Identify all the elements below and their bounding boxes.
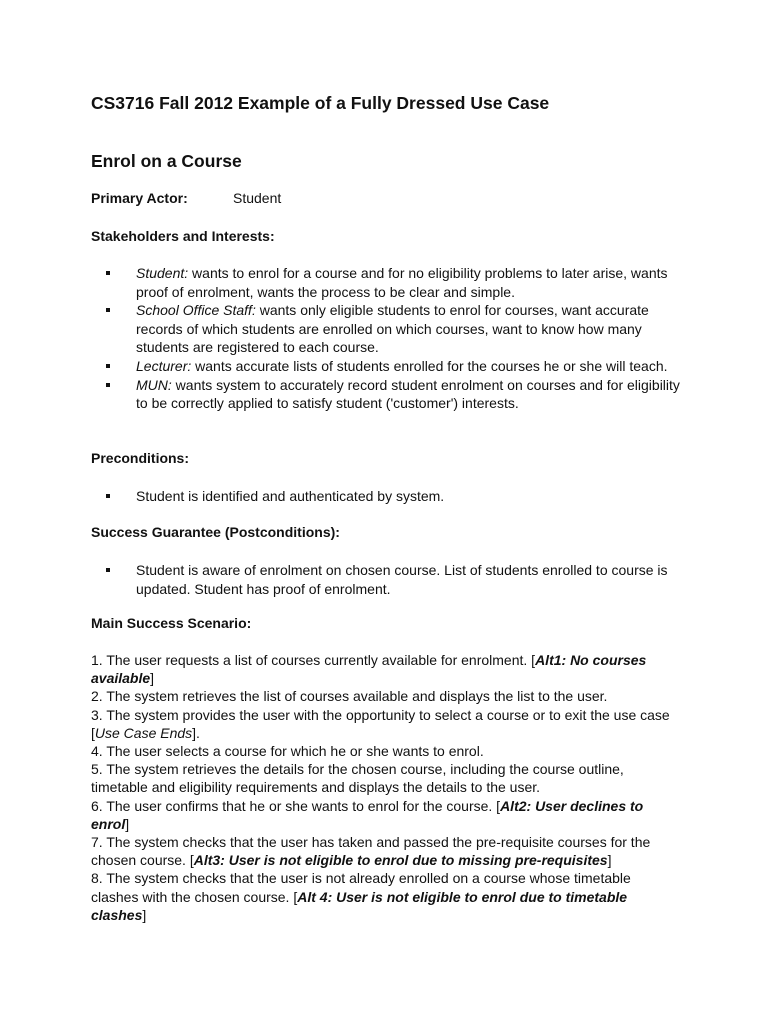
preconditions-heading: Preconditions: xyxy=(91,450,190,466)
step-close: ] xyxy=(607,852,612,869)
step-close: ]. xyxy=(192,724,200,741)
scenario-step xyxy=(91,651,681,687)
step-text: 4. The user selects a course for which he or she wants to enrol. xyxy=(91,743,484,760)
alternate-flow-reference: Alt3: User is not eligible to enrol due to missing pre-requisites xyxy=(193,852,608,869)
stakeholders-heading: Stakeholders and Interests: xyxy=(91,228,275,244)
step-text: 1. The user requests a list of courses currently available for enrolment. [ xyxy=(91,652,536,668)
success-guarantee-item: Student is aware of enrolment on chosen course. List of students enrolled to course is updated. Student has proof of enrolment. xyxy=(91,561,691,598)
success-guarantee-heading: Success Guarantee (Postconditions): xyxy=(91,524,340,540)
stakeholder-name: Lecturer: xyxy=(136,357,192,374)
step-close: ] xyxy=(150,670,155,687)
scenario-step xyxy=(91,687,681,705)
primary-actor-value: Student xyxy=(233,190,282,206)
stakeholder-name: School Office Staff: xyxy=(136,302,256,319)
step-text: 3. The system provides the user with the opportunity to select a course or to exit the use case [ xyxy=(91,706,670,741)
step-text: 6. The user confirms that he or she wants to enrol for the course. [ xyxy=(91,797,501,814)
stakeholder-text: wants to enrol for a course and for no eligibility problems to later arise, wants proof of enrolment, wants the process to be clear and simple. xyxy=(136,265,668,300)
stakeholder-name: Student: xyxy=(136,265,189,281)
primary-actor-row xyxy=(91,190,281,206)
step-close: ] xyxy=(125,815,130,832)
alternate-flow-reference: Alt2: User declines to enrol xyxy=(91,797,644,832)
use-case-title: Enrol on a Course xyxy=(91,151,242,171)
stakeholder-name: MUN: xyxy=(136,376,172,393)
step-close: ] xyxy=(142,906,147,923)
primary-actor-label: Primary Actor: xyxy=(91,190,188,206)
stakeholders-list xyxy=(91,264,691,413)
step-text: 5. The system retrieves the details for the chosen course, including the course outline, timetable and eligibility requirements and displays the details to the user. xyxy=(91,761,624,796)
main-success-scenario-heading: Main Success Scenario: xyxy=(91,615,252,631)
scenario-step xyxy=(91,742,681,760)
scenario-step xyxy=(91,869,681,924)
stakeholder-item xyxy=(91,376,691,413)
step-text: 7. The system checks that the user has taken and passed the pre-requisite courses for the chosen course. [ xyxy=(91,834,651,869)
use-case-ends-note: Use Case Ends xyxy=(94,724,193,741)
success-guarantee-list xyxy=(91,561,691,598)
stakeholder-item xyxy=(91,357,691,376)
precondition-item: Student is identified and authenticated by system. xyxy=(91,487,691,506)
scenario-step xyxy=(91,833,681,869)
scenario-step xyxy=(91,706,681,742)
stakeholder-text: wants accurate lists of students enrolled for the courses he or she will teach. xyxy=(191,357,668,374)
step-text: 8. The system checks that the user is not already enrolled on a course whose timetable clashes with the chosen course. [ xyxy=(91,870,631,905)
step-text: 2. The system retrieves the list of courses available and displays the list to the user. xyxy=(91,688,608,705)
stakeholder-text: wants system to accurately record student enrolment on courses and for eligibility to be correctly applied to satisfy student ('customer') interests. xyxy=(136,376,680,412)
scenario-step xyxy=(91,797,681,833)
stakeholder-item xyxy=(91,264,691,301)
document-title: CS3716 Fall 2012 Example of a Fully Dressed Use Case xyxy=(91,93,550,113)
stakeholder-item xyxy=(91,301,691,357)
preconditions-list xyxy=(91,487,691,506)
alternate-flow-reference: Alt 4: User is not eligible to enrol due to timetable clashes xyxy=(91,888,628,923)
stakeholder-text: wants only eligible students to enrol for courses, want accurate records of which students are enrolled on which courses, want to know how many students are registered to each course. xyxy=(136,302,649,356)
scenario-step xyxy=(91,760,681,796)
main-success-scenario xyxy=(91,651,681,924)
alternate-flow-reference: Alt1: No courses available xyxy=(91,652,647,687)
